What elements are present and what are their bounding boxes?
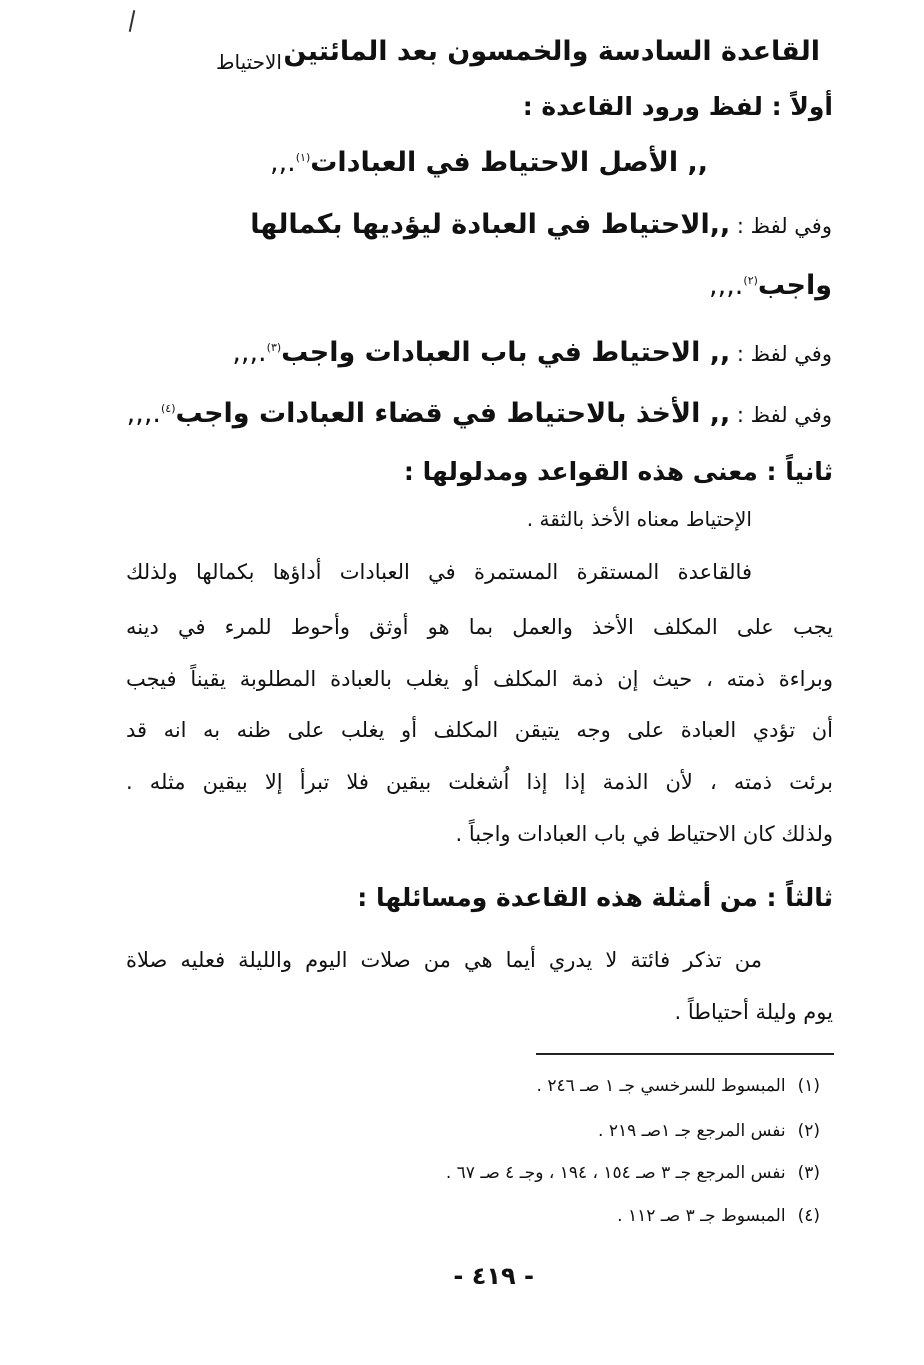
section-heading-examples: ثالثاً : من أمثلة هذه القاعدة ومسائلها : [357, 883, 833, 912]
rule-form-3-end: .,,, [232, 337, 267, 368]
footnote-1-text: المبسوط للسرخسي جـ ١ صـ ٢٤٦ . [536, 1076, 786, 1096]
stray-pen-mark [129, 10, 136, 32]
rule-form-2 [250, 209, 832, 240]
explanation-line-3: وبراءة ذمته ، حيث إن ذمة المكلف أو يغلب بالعبادة المطلوبة يقيناً فيجب [126, 667, 833, 691]
footnote-4-text: المبسوط جـ ٣ صـ ١١٢ . [617, 1206, 786, 1226]
rule-form-2-end: .,,, [709, 270, 744, 301]
footnote-2 [598, 1121, 820, 1141]
rule-form-2-prefix: وفي لفظ : [730, 214, 832, 238]
footnote-ref-1: (١) [295, 151, 311, 164]
section-heading-wording: أولاً : لفظ ورود القاعدة : [522, 92, 833, 121]
page-number: - ٤١٩ - [453, 1262, 534, 1290]
footnote-4 [617, 1206, 820, 1226]
footnote-1 [537, 1076, 820, 1096]
explanation-line-1: فالقاعدة المستقرة المستمرة في العبادات أداؤها بكمالها ولذلك [126, 560, 752, 584]
footnote-separator [536, 1053, 834, 1055]
rule-title: القاعدة السادسة والخمسون بعد المائتين [283, 36, 820, 67]
rule-form-2-continued [709, 270, 832, 301]
rule-form-1-quote: ,, الأصل الاحتياط في العبادات [310, 147, 708, 178]
rule-form-1-end: .,, [269, 147, 296, 178]
rule-form-3-quote: ,, الاحتياط في باب العبادات واجب [281, 337, 731, 368]
rule-form-4-prefix: وفي لفظ : [730, 403, 832, 427]
explanation-line-2: يجب على المكلف الأخذ والعمل بما هو أوثق وأحوط للمرء في دينه [126, 615, 833, 639]
footnote-1-number: (١) [797, 1076, 820, 1096]
definition-line: الإحتياط معناه الأخذ بالثقة . [526, 507, 752, 531]
explanation-line-4: أن تؤدي العبادة على وجه يتيقن المكلف أو يغلب على ظنه به انه قد [126, 718, 833, 742]
rule-form-4 [127, 398, 832, 429]
explanation-line-5: برئت ذمته ، لأن الذمة إذا إذا اُشغلت بيقين فلا تبرأ إلا بيقين مثله . [126, 770, 833, 794]
rule-form-4-end: .,,, [126, 398, 161, 429]
rule-form-4-quote: ,, الأخذ بالاحتياط في قضاء العبادات واجب [175, 398, 731, 429]
footnote-2-number: (٢) [797, 1121, 820, 1141]
footnote-4-number: (٤) [797, 1206, 820, 1226]
footnote-2-text: نفس المرجع جـ ١صـ ٢١٩ . [598, 1121, 786, 1141]
footnote-3-number: (٣) [797, 1163, 820, 1183]
footnote-3-text: نفس المرجع جـ ٣ صـ ١٥٤ ، ١٩٤ ، وجـ ٤ صـ ٦٧ . [445, 1163, 786, 1183]
example-line-1: من تذكر فائتة لا يدري أيما هي من صلات اليوم والليلة فعليه صلاة [126, 948, 762, 972]
footnote-ref-4: (٤) [161, 402, 176, 415]
footnote-ref-2: (٢) [743, 274, 758, 287]
example-line-2: يوم وليلة أحتياطاً . [674, 1000, 833, 1024]
rule-form-3 [232, 337, 832, 368]
rule-form-2-quote-end: واجب [757, 270, 832, 301]
rule-form-2-quote: ,,الاحتياط في العبادة ليؤديها بكمالها [250, 209, 731, 240]
explanation-line-6: ولذلك كان الاحتياط في باب العبادات واجباً . [455, 822, 833, 846]
footnote-3 [446, 1163, 820, 1183]
rule-form-3-prefix: وفي لفظ : [730, 342, 832, 366]
footnote-ref-3: (٣) [266, 341, 282, 354]
rule-topic: الاحتياط [216, 50, 282, 74]
rule-form-1 [270, 147, 708, 178]
section-heading-meaning: ثانياً : معنى هذه القواعد ومدلولها : [403, 457, 833, 486]
